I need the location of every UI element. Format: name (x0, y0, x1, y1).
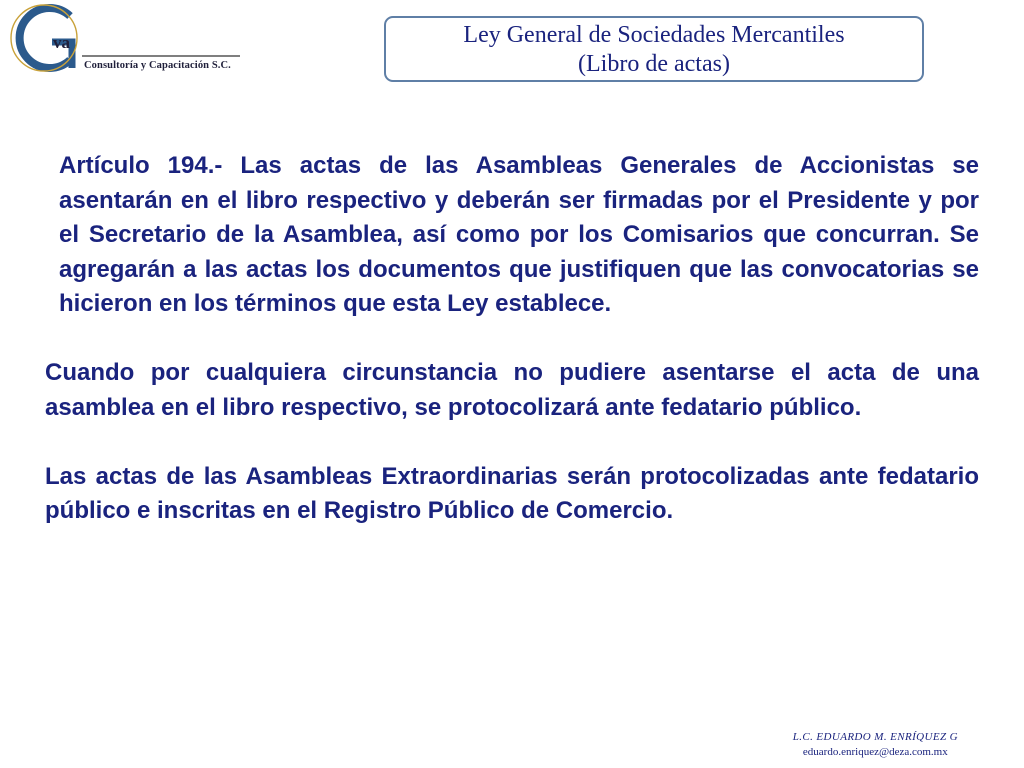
author-email: eduardo.enriquez@deza.com.mx (802, 746, 948, 758)
title-line-2: (Libro de actas) (578, 51, 730, 77)
paragraph-1: Artículo 194.- Las actas de las Asambleas Generales de Accionistas se asentarán en el libro respectivo y deberán ser firmadas por el Presidente y por el Secretario de la Asamblea, así como por los Comisarios que concurran. Se agregarán a las actas los documentos que justifiquen que las convocatorias se hicieron en los términos que esta Ley establece. (59, 152, 979, 317)
paragraph-2: Cuando por cualquiera circunstancia no pudiere asentarse el acta de una asamblea en el libro respectivo, se protocolizará ante fedatario público. (45, 359, 979, 421)
paragraph-3: Las actas de las Asambleas Extraordinarias serán protocolizadas ante fedatario público e inscritas en el Registro Público de Comercio. (45, 462, 979, 524)
article-body (45, 149, 979, 529)
footer (793, 730, 958, 759)
company-logo (4, 2, 254, 82)
logo-letters: va (53, 33, 70, 52)
slide-title (384, 16, 924, 82)
logo-caption: Consultoría y Capacitación S.C. (84, 60, 231, 71)
author-name: L.C. EDUARDO M. ENRÍQUEZ G (792, 731, 958, 743)
title-line-1: Ley General de Sociedades Mercantiles (463, 22, 845, 48)
